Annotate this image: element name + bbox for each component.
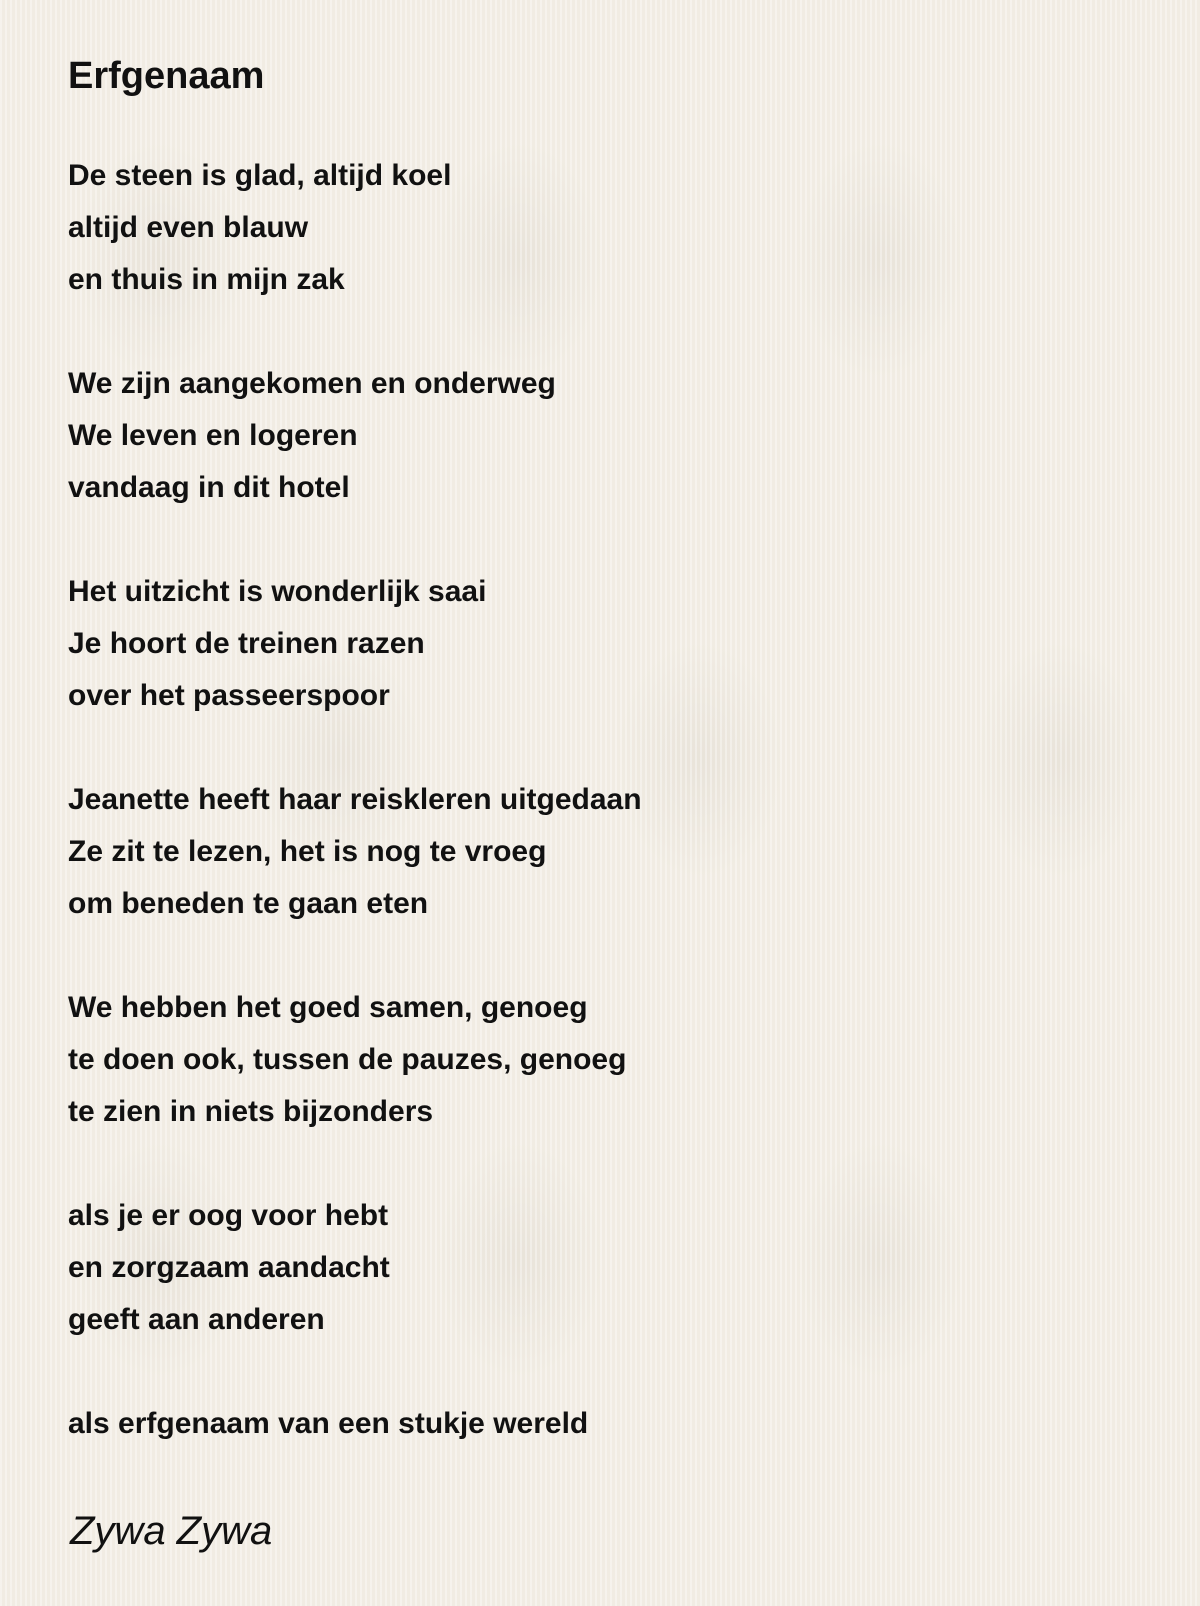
poem-line: altijd even blauw <box>68 211 309 244</box>
stanza-break <box>68 514 642 566</box>
poem-line: als erfgenaam van een stukje wereld <box>68 1407 589 1440</box>
poem-line: te zien in niets bijzonders <box>68 1095 434 1128</box>
poem-line: om beneden te gaan eten <box>68 887 429 920</box>
poem-line: over het passeerspoor <box>68 679 390 712</box>
poem-title: Erfgenaam <box>68 55 265 97</box>
stanza-break <box>68 930 642 982</box>
poem-line: en zorgzaam aandacht <box>68 1251 390 1284</box>
stanza-break <box>68 722 642 774</box>
poem-line: We hebben het goed samen, genoeg <box>68 991 588 1024</box>
poem-line: Je hoort de treinen razen <box>68 627 425 660</box>
stanza-break <box>68 306 642 358</box>
poem-line: Jeanette heeft haar reiskleren uitgedaan <box>68 783 642 816</box>
poem-line: Het uitzicht is wonderlijk saai <box>68 575 487 608</box>
poem-line: geeft aan anderen <box>68 1303 325 1336</box>
stanza-break <box>68 1138 642 1190</box>
poem-line: We zijn aangekomen en onderweg <box>68 367 556 400</box>
poem-line: Ze zit te lezen, het is nog te vroeg <box>68 835 547 868</box>
poem-line: als je er oog voor hebt <box>68 1199 389 1232</box>
poem-line: te doen ook, tussen de pauzes, genoeg <box>68 1043 627 1076</box>
stanza-break <box>68 1346 642 1398</box>
poem-author: Zywa Zywa <box>70 1509 273 1553</box>
poem-body <box>68 150 642 1450</box>
poem-line: vandaag in dit hotel <box>68 471 350 504</box>
poem-line: en thuis in mijn zak <box>68 263 345 296</box>
poem-line: De steen is glad, altijd koel <box>68 159 452 192</box>
poem-line: We leven en logeren <box>68 419 358 452</box>
